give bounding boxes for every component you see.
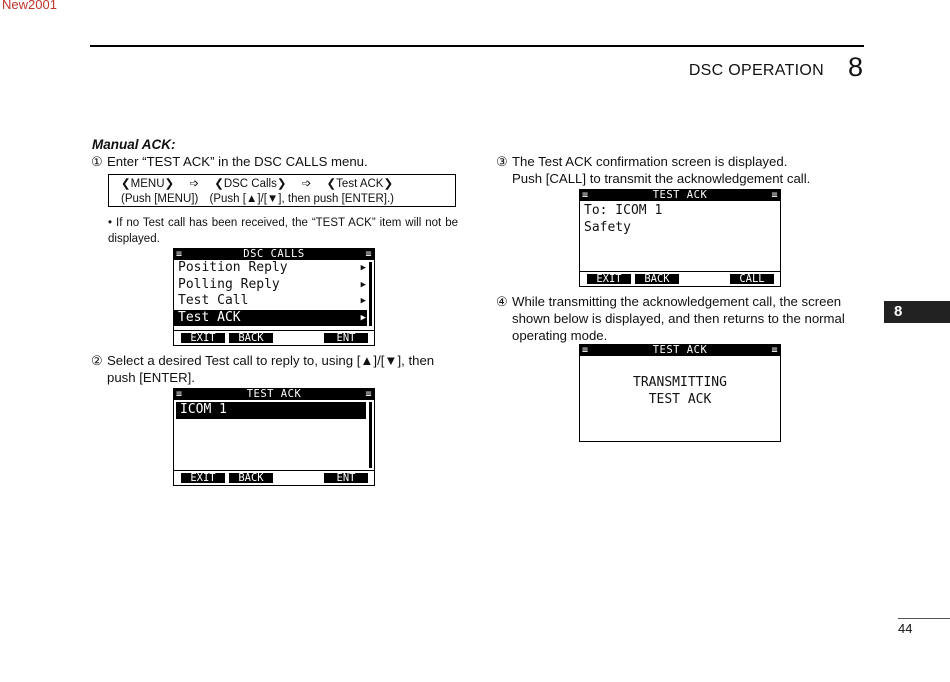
step-2-number: ② <box>91 353 103 368</box>
lcd-list-item-selected: ICOM 1 <box>176 402 366 419</box>
arrow-right-icon: ▶ <box>360 263 366 273</box>
lcd-list-item-selected: Test ACK ▶ <box>174 310 367 327</box>
lcd-title-bar <box>580 345 780 356</box>
menu-icon: ≡ <box>365 389 372 400</box>
menu-path-item-menu: ❮MENU❯ <box>121 178 175 190</box>
arrow-right-icon: ▶ <box>360 279 366 290</box>
step-4-text-2: shown below is displayed, and then returns to the normal <box>512 311 845 326</box>
menu-icon: ≡ <box>365 249 372 260</box>
step-4-number: ④ <box>496 294 508 309</box>
enter-key: ENT <box>324 333 368 343</box>
menu-icon: ≡ <box>582 345 589 356</box>
page-number: 44 <box>898 621 913 636</box>
step-2-text-2: push [ENTER]. <box>107 370 195 385</box>
lcd-title-bar <box>580 190 780 201</box>
page-number-rule <box>898 618 950 619</box>
menu-icon: ≡ <box>771 345 778 356</box>
lcd-title-bar <box>174 389 374 400</box>
step-1 <box>91 153 461 170</box>
lcd-test-ack-transmitting <box>579 344 781 442</box>
lcd-title-bar <box>174 249 374 260</box>
lcd-list-item: Polling Reply ▶ <box>178 276 366 292</box>
note-text: • If no Test call has been received, the “TEST ACK” item will not be displayed. <box>108 217 458 245</box>
lcd-test-ack-select <box>173 388 375 486</box>
lcd-softkeys <box>580 271 780 286</box>
header-title: DSC OPERATION <box>688 62 824 79</box>
lcd-list-item: Position Reply ▶ <box>178 260 366 275</box>
menu-path-item-test-ack: ❮Test ACK❯ <box>326 178 394 190</box>
step-1-number: ① <box>91 154 103 169</box>
menu-icon: ≡ <box>582 190 589 201</box>
lcd-test-ack-confirm <box>579 189 781 287</box>
step-1-text: Enter “TEST ACK” in the DSC CALLS menu. <box>107 154 368 169</box>
scrollbar <box>369 402 372 468</box>
header-rule <box>90 45 864 47</box>
menu-icon: ≡ <box>176 249 183 260</box>
step-3-text-2: Push [CALL] to transmit the acknowledgement call. <box>512 171 811 186</box>
menu-icon: ≡ <box>771 190 778 201</box>
back-key: BACK <box>635 274 679 284</box>
lcd-list-item: Test Call ▶ <box>178 293 366 308</box>
lcd-status-line-2: TEST ACK <box>648 392 712 407</box>
lcd-title: DSC CALLS <box>243 248 305 260</box>
step-2-text-1: Select a desired Test call to reply to, using [▲]/[▼], then <box>107 353 435 368</box>
lcd-title: TEST ACK <box>652 189 708 201</box>
lcd-title: TEST ACK <box>652 344 708 356</box>
enter-key: ENT <box>324 473 368 483</box>
lcd-line-recipient: To: ICOM 1 <box>584 203 663 218</box>
step-3-number: ③ <box>496 154 508 169</box>
exit-key: EXIT <box>587 274 631 284</box>
scrollbar <box>369 262 372 326</box>
step-3 <box>496 153 864 187</box>
lcd-title: TEST ACK <box>246 388 302 400</box>
arrow-right-icon: ▶ <box>360 296 366 306</box>
chapter-number: 8 <box>848 52 864 82</box>
step-4 <box>496 293 864 344</box>
step-4-text-3: operating mode. <box>512 328 608 343</box>
exit-key: EXIT <box>181 333 225 343</box>
exit-key: EXIT <box>181 473 225 483</box>
section-title: Manual ACK: <box>92 137 176 152</box>
step-4-text-1: While transmitting the acknowledgement call, the screen <box>512 294 842 309</box>
lcd-softkeys <box>174 330 374 345</box>
lcd-dsc-calls <box>173 248 375 346</box>
menu-path-sub-1: (Push [MENU]) <box>121 193 199 205</box>
arrow-right-icon: ➩ <box>301 178 312 190</box>
menu-icon: ≡ <box>176 389 183 400</box>
menu-path-sub-2: (Push [▲]/[▼], then push [ENTER].) <box>209 193 394 205</box>
menu-path-item-dsc-calls: ❮DSC Calls❯ <box>214 178 287 190</box>
arrow-right-icon: ▶ <box>360 312 366 323</box>
lcd-line-category: Safety <box>584 219 631 235</box>
back-key: BACK <box>229 333 273 343</box>
menu-path-box <box>108 174 456 207</box>
watermark: New2001 <box>2 0 57 12</box>
step-3-text-1: The Test ACK confirmation screen is displayed. <box>512 154 788 169</box>
step-2 <box>91 352 461 386</box>
lcd-softkeys <box>174 470 374 485</box>
call-key: CALL <box>730 274 774 284</box>
arrow-right-icon: ➩ <box>189 178 199 190</box>
lcd-status-line-1: TRANSMITTING <box>633 375 727 390</box>
back-key: BACK <box>229 473 273 483</box>
chapter-tab: 8 <box>884 301 950 323</box>
